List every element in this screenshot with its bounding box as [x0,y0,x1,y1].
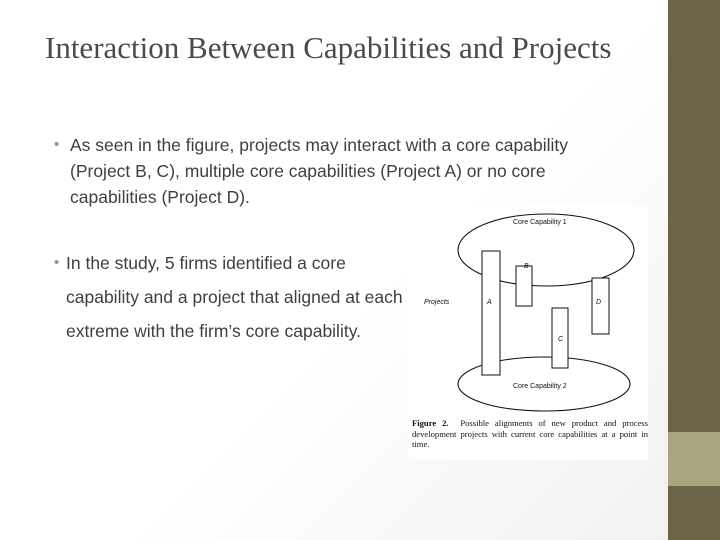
bullet-dot-icon: • [54,136,60,153]
figure-capabilities-projects [408,204,648,460]
project-d-label: D [596,299,602,306]
bullet-text-2: In the study, 5 firms identified a core capability and a project that aligned at each extreme with the firm’s core capability. [66,253,403,341]
project-d-rect [592,278,609,334]
slide-title: Interaction Between Capabilities and Projects [45,30,612,65]
figure-caption [412,418,648,450]
bullet-text-1: As seen in the figure, projects may interact with a core capability (Project B, C), multiple core capabilities (Project A) or no core capabilities (Project D). [70,135,569,207]
bullet-item-1 [54,132,630,210]
project-a-label: A [487,299,492,306]
bullet-dot-icon: • [54,254,60,271]
figure-caption-text: Possible alignments of new product and process development projects with current core capabilities at a point in time. [412,418,648,449]
projects-label: Projects [424,299,450,306]
core-capability-2-label: Core Capability 2 [513,383,567,390]
figure-diagram [408,204,648,416]
project-c-label: C [558,336,564,343]
sidebar-accent-band [668,432,720,486]
figure-caption-label: Figure 2. [412,418,449,428]
bullet-item-2 [54,246,416,348]
project-b-label: B [524,263,529,270]
project-a-rect [482,251,500,375]
core-capability-1-label: Core Capability 1 [513,219,567,226]
project-b-rect [516,266,532,306]
